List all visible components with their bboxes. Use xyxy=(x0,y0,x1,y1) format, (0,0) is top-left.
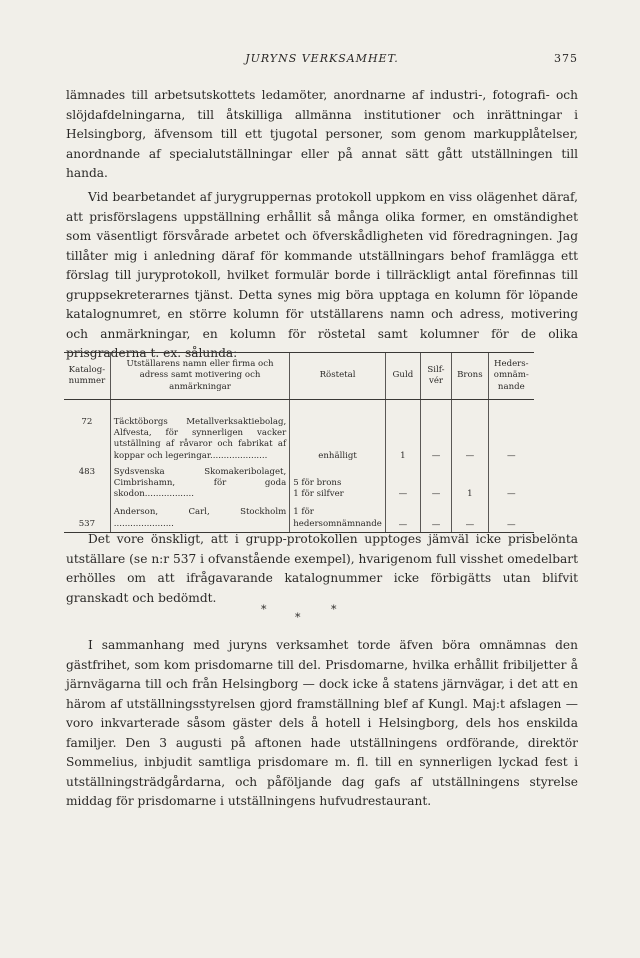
running-title: JURYNS VERKSAMHET. xyxy=(245,52,399,65)
cell-honourable-mention: — xyxy=(488,416,534,463)
cell-bronze: — xyxy=(452,501,489,532)
paragraph-continuation: lämnades till arbetsutskottets ledamöter, anordnarne af industri-, fotografi- och slöjdafdelningarna, till åtskilliga allmänna institutioner och inrättningar i Helsingborg, äfvensom till ett tjugotal personer, som genom markupplåtelser, anordnande af specialutställningar eller på annat sätt gått utställningen till handa. xyxy=(66,88,578,180)
cell-gold: — xyxy=(385,501,420,532)
cell-catalog-number: 537 xyxy=(64,501,110,532)
separator-asterisk: * xyxy=(295,611,301,624)
separator-asterisk: * xyxy=(331,603,337,616)
paragraph-hospitality: I sammanhang med juryns verksamhet torde äfven böra omnämnas den gästfrihet, som kom prisdomarne till del. Prisdomarne, hvilka erhållit fribiljetter å järnvägarna till och från Helsingborg — dock icke å statens järnvägar, i det att en härom af utställningsstyrelsen gjord framställning blef af Kungl. Maj:t afslagen — voro inkvarterade såsom gäster dels å hotell i Helsingborg, dels hos enskilda familjer. Den 3 augusti på aftonen hade utställningens ordförande, direktör Sommelius, inbjudit samtliga prisdomare m. fl. till en synnerligen lyckad fest i utställningsträdgårdarna, och påföljande dag gafs af utställningens styrelse middag för prisdomarne i utställningens hufvudrestaurant. xyxy=(66,638,578,808)
table-row xyxy=(64,501,534,532)
cell-honourable-mention: — xyxy=(488,501,534,532)
paragraph-non-awarded-note: Det vore önskligt, att i grupp-protokollen upptoges jämväl icke prisbelönta utställare (se n:r 537 i ofvanstående exempel), hvarigenom full visshet omedelbart erhölles om att ifrågavarande katalognummer icke förbigätts utan blifvit granskadt och bedömdt. xyxy=(66,532,578,605)
column-header-gold: Guld xyxy=(385,353,420,400)
cell-silver: — xyxy=(420,416,451,463)
page-number: 375 xyxy=(554,52,578,65)
cell-bronze: — xyxy=(452,416,489,463)
column-header-catalog-number: Katalog-nummer xyxy=(64,353,110,400)
cell-exhibitor: Täcktöborgs Metallverksaktiebolag, Alfvesta, för synnerligen vacker utställning af råvaror och fabrikat af koppar och legeringar..................... xyxy=(110,416,289,463)
column-header-silver: Silf-vér xyxy=(420,353,451,400)
paragraph-protocol-proposal: Vid bearbetandet af jurygruppernas protokoll uppkom en viss olägenhet däraf, att prisförslagens uppställning erhållit så många olika former, en omständighet som väsentligt försvårade arbetet och öfverskådligheten vid föredragningen. Jag tillåter mig i anledning däraf för kommande utställningars behof framlägga ett förslag till juryprotokoll, hvilket formulär borde i tillräckligt antal förefinnas till gruppsekreterarnes tjänst. Detta synes mig böra upptaga en kolumn för löpande katalognumret, en större kolumn för utställarens namn och adress, motivering och anmärkningar, en kolumn för röstetal samt kolumner för de olika prisgraderna t. ex. sålunda: xyxy=(66,190,578,360)
cell-exhibitor: Sydsvenska Skomakeribolaget, Cimbrishamn, för goda skodon.................. xyxy=(110,463,289,502)
column-header-exhibitor: Utställarens namn eller firma och adress samt motivering och anmärkningar xyxy=(110,353,289,400)
column-header-votes: Röstetal xyxy=(290,353,386,400)
cell-votes: 5 för brons 1 för silfver xyxy=(290,463,386,502)
cell-gold: 1 xyxy=(385,416,420,463)
cell-catalog-number: 72 xyxy=(81,417,93,427)
cell-gold: — xyxy=(385,463,420,502)
running-header xyxy=(66,52,578,70)
column-header-honourable-mention: Heders-omnäm-nande xyxy=(488,353,534,400)
cell-honourable-mention: — xyxy=(488,463,534,502)
cell-votes: 1 för hedersomnämnande xyxy=(290,501,386,532)
cell-silver: — xyxy=(420,463,451,502)
column-header-bronze: Brons xyxy=(452,353,489,400)
separator-asterisk: * xyxy=(261,603,267,616)
jury-protocol-table xyxy=(64,352,534,533)
table-row xyxy=(64,416,534,463)
cell-silver: — xyxy=(420,501,451,532)
section-separator xyxy=(255,603,345,627)
cell-votes: enhälligt xyxy=(290,416,386,463)
table-spacer-row xyxy=(64,400,534,417)
cell-catalog-number: 483 xyxy=(78,466,96,477)
cell-bronze: 1 xyxy=(452,463,489,502)
cell-exhibitor: Anderson, Carl, Stockholm ...................... xyxy=(110,501,289,532)
table-row xyxy=(64,463,534,502)
table-header-row xyxy=(64,353,534,400)
